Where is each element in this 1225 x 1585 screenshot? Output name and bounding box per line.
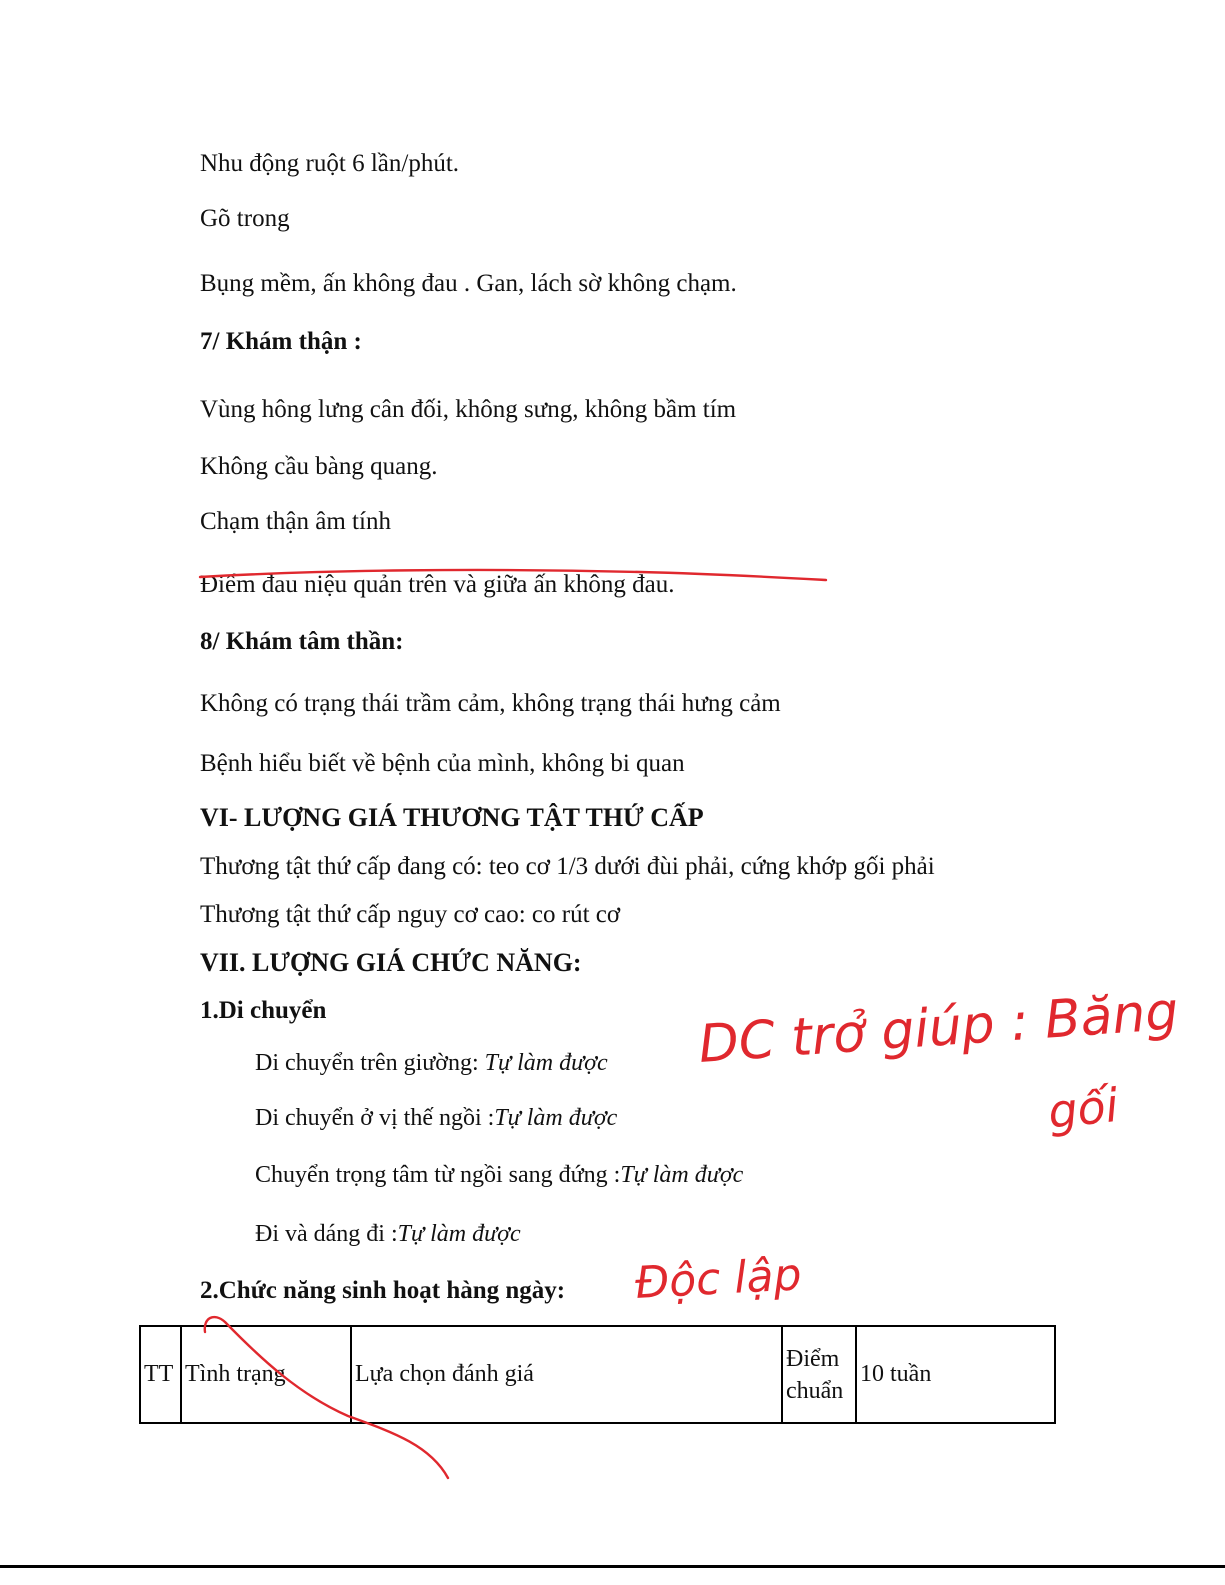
kidney-line-4: Điểm đau niệu quản trên và giữa ấn không đau. <box>200 571 675 598</box>
mobility-item-value: Tự làm được <box>397 1221 521 1247</box>
kidney-exam-heading: 7/ Khám thận : <box>200 328 362 355</box>
table-header-row <box>140 1326 1055 1423</box>
page-bottom-rule <box>0 1565 1225 1568</box>
mobility-item-value: Tự làm được <box>620 1162 744 1188</box>
mobility-item-value: Tự làm được <box>494 1105 618 1131</box>
handwritten-note-1b: gối <box>1045 1077 1121 1139</box>
percussion-line: Gõ trong <box>200 205 290 232</box>
kidney-line-2: Không cầu bàng quang. <box>200 453 438 480</box>
mobility-heading: 1.Di chuyển <box>200 997 327 1024</box>
secondary-injury-line-2: Thương tật thứ cấp nguy cơ cao: co rút cơ <box>200 901 621 928</box>
adl-heading: 2.Chức năng sinh hoạt hàng ngày: <box>200 1277 566 1304</box>
mental-exam-heading: 8/ Khám tâm thần: <box>200 628 404 655</box>
table-header-assessment: Lựa chọn đánh giá <box>351 1326 782 1423</box>
table-header-standard-score: Điểm chuẩn <box>782 1326 856 1423</box>
handwritten-note-2: Độc lập <box>633 1249 803 1309</box>
mobility-item-label: Di chuyển ở vị thế ngồi : <box>255 1105 495 1131</box>
adl-table <box>139 1325 1056 1424</box>
mental-line-2: Bệnh hiểu biết về bệnh của mình, không bi quan <box>200 750 685 777</box>
mobility-item-gait <box>255 1221 521 1248</box>
mobility-item-label: Di chuyển trên giường: <box>255 1050 485 1076</box>
table-header-tt: TT <box>140 1326 181 1423</box>
kidney-line-3: Chạm thận âm tính <box>200 508 391 535</box>
mobility-item-sitting <box>255 1105 617 1132</box>
table-header-10-weeks: 10 tuần <box>856 1326 1055 1423</box>
handwritten-note-1: DC trở giúp : Băng <box>696 981 1181 1075</box>
mobility-item-value: Tự làm được <box>484 1050 608 1076</box>
mental-line-1: Không có trạng thái trầm cảm, không trạng thái hưng cảm <box>200 690 781 717</box>
mobility-item-sit-to-stand <box>255 1162 743 1189</box>
mobility-item-label: Đi và dáng đi : <box>255 1221 398 1247</box>
secondary-injury-heading: VI- LƯỢNG GIÁ THƯƠNG TẬT THỨ CẤP <box>200 803 704 832</box>
mobility-item-label: Chuyển trọng tâm từ ngồi sang đứng : <box>255 1162 621 1188</box>
kidney-line-1: Vùng hông lưng cân đối, không sưng, không bầm tím <box>200 396 737 423</box>
mobility-item-bed <box>255 1050 608 1077</box>
secondary-injury-line-1: Thương tật thứ cấp đang có: teo cơ 1/3 dưới đùi phải, cứng khớp gối phải <box>200 853 935 880</box>
palpation-line: Bụng mềm, ấn không đau . Gan, lách sờ không chạm. <box>200 270 737 297</box>
function-heading: VII. LƯỢNG GIÁ CHỨC NĂNG: <box>200 948 582 977</box>
table-header-status: Tình trạng <box>181 1326 351 1423</box>
bowel-sounds-line: Nhu động ruột 6 lần/phút. <box>200 150 460 177</box>
